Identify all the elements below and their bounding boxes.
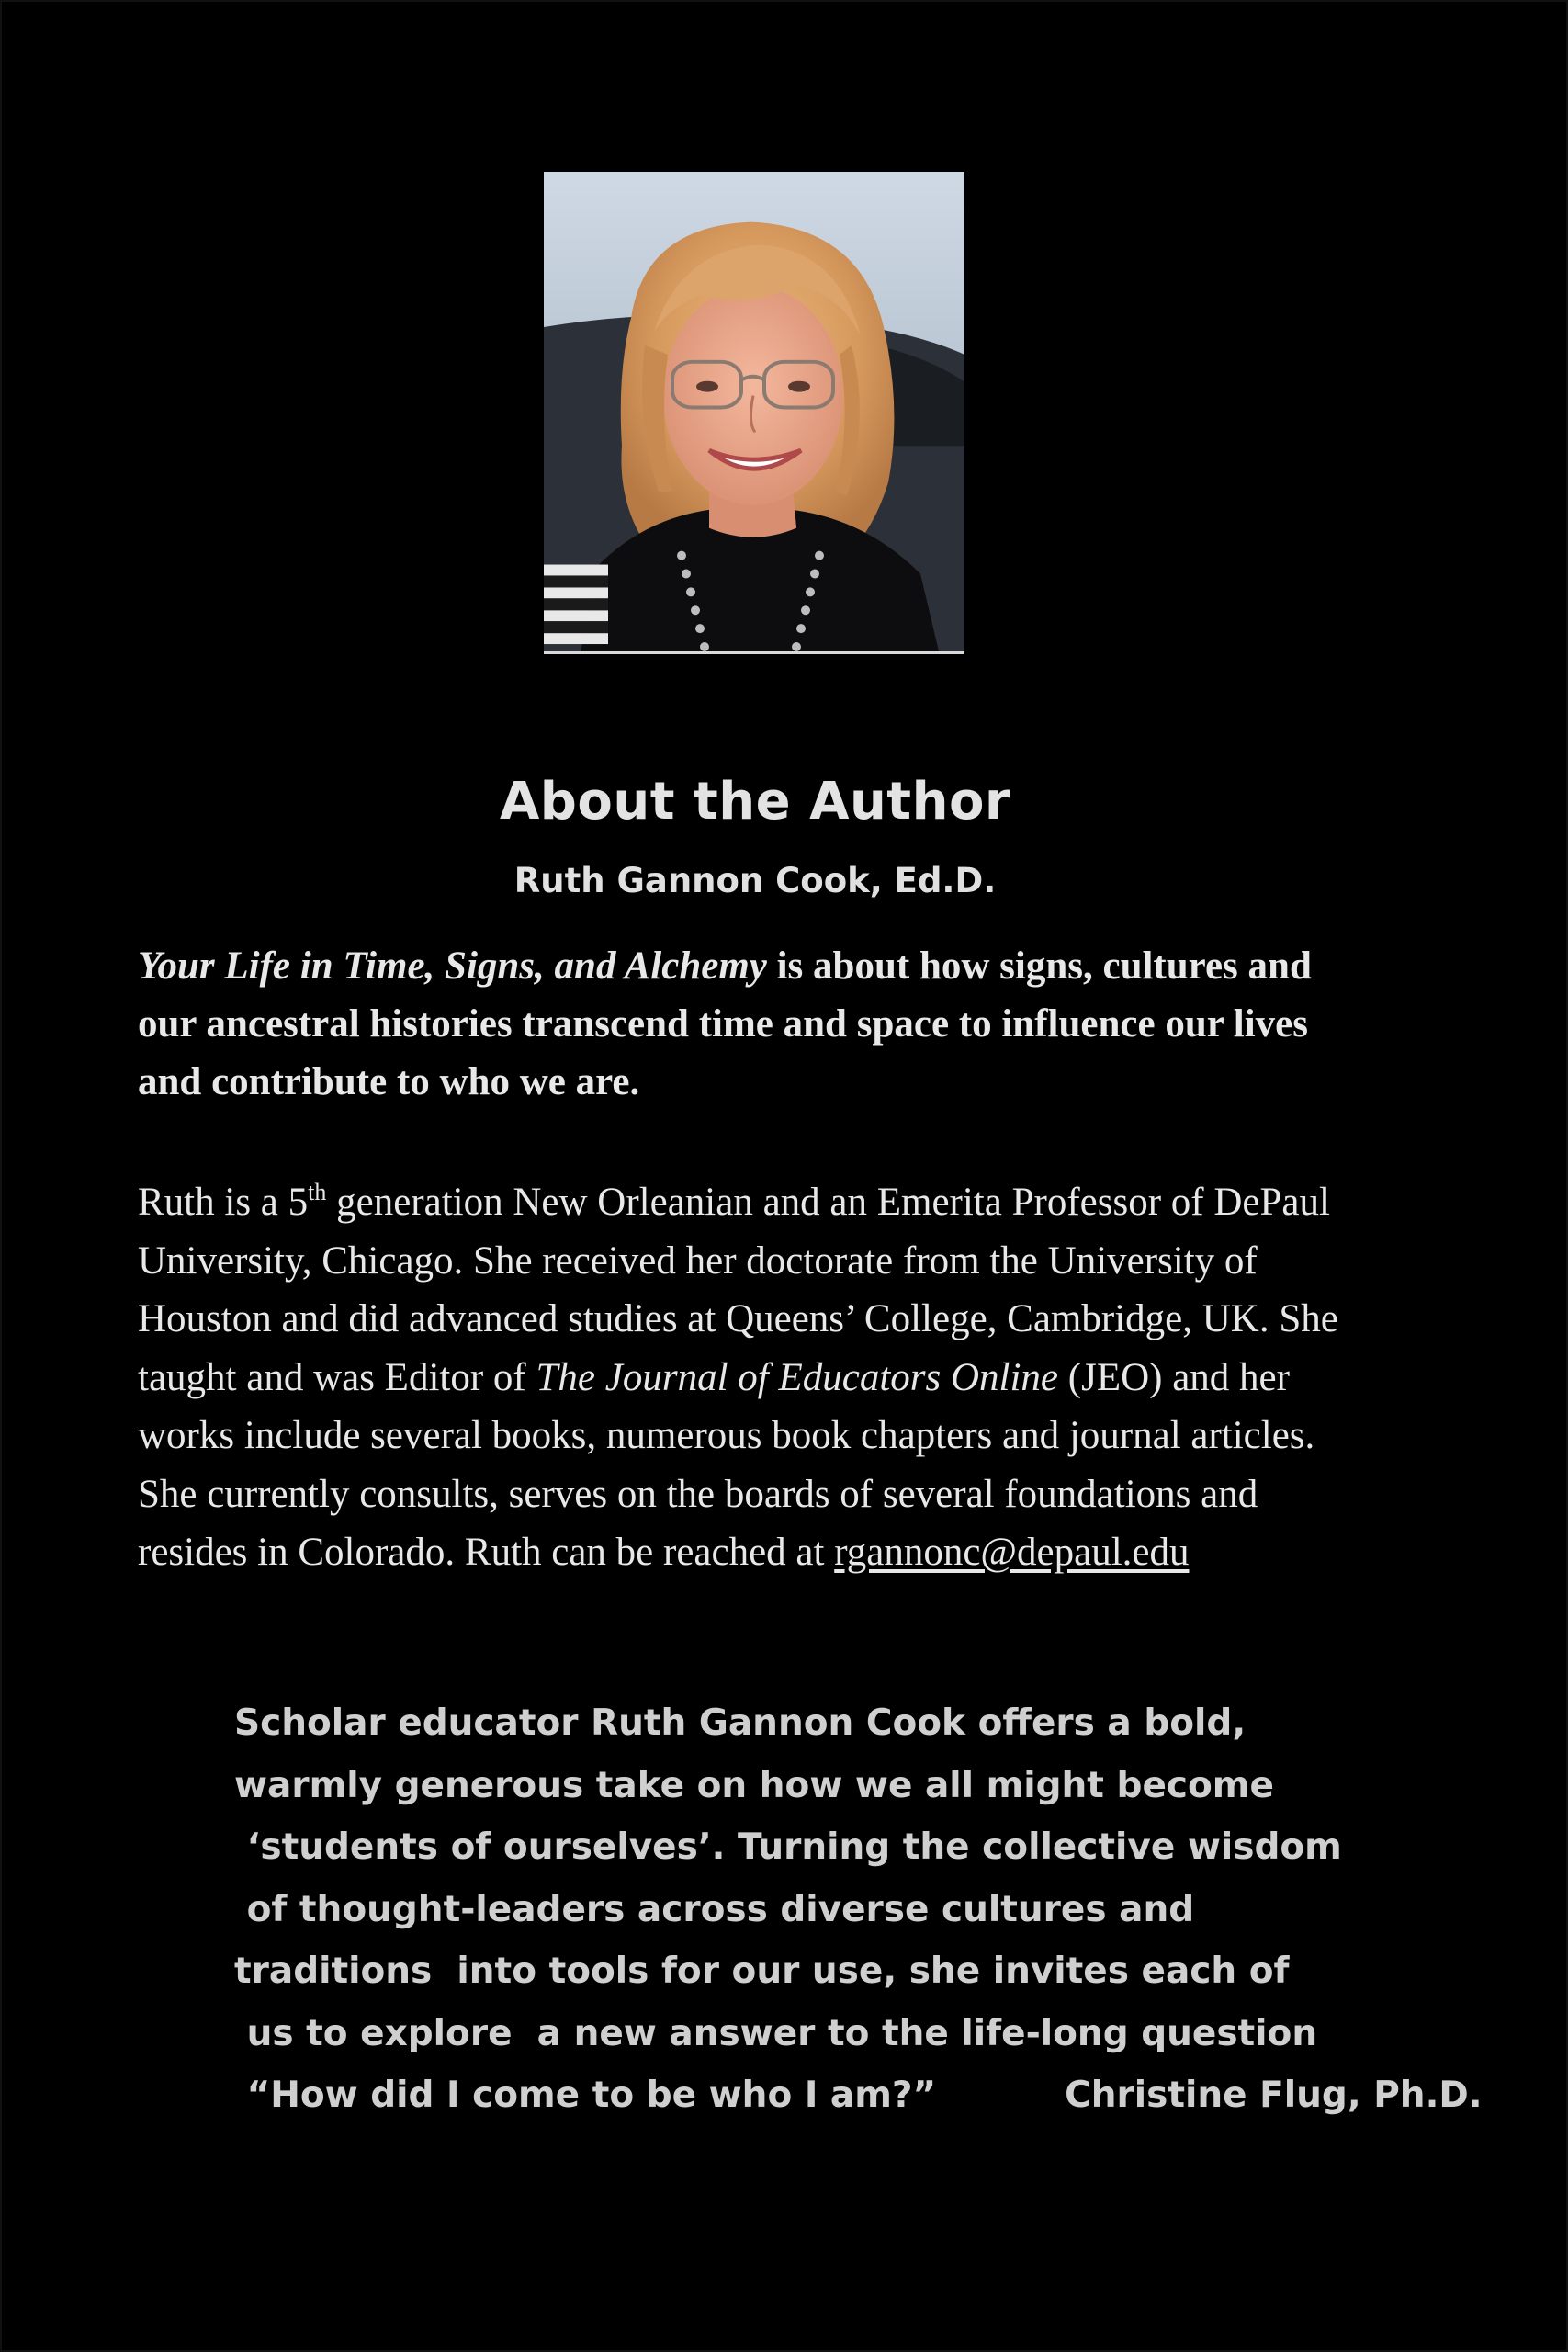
author-name: Ruth Gannon Cook, Ed.D.: [513, 861, 997, 900]
bio-line5: works include several books, numerous book chapters and journal articles.: [138, 1414, 1315, 1457]
endorsement-quote: [234, 1692, 1483, 2127]
book-intro: [138, 937, 1479, 1111]
bio-line7: resides in Colorado. Ruth can be reached at: [138, 1531, 835, 1574]
author-portrait-image: [544, 172, 964, 651]
quote-line: ‘students of ourselves’. Turning the collective wisdom: [234, 1826, 1342, 1868]
intro-line1-rest: is about how signs, cultures and: [766, 944, 1312, 988]
bio-line4-b: (JEO) and her: [1058, 1355, 1290, 1399]
intro-line2: our ancestral histories transcend time and space to influence our lives: [138, 1002, 1309, 1046]
journal-title: The Journal of Educators Online: [536, 1355, 1059, 1399]
bio-ordinal-sup: th: [308, 1179, 327, 1205]
page-title: About the Author: [499, 772, 1011, 831]
bio-line1-a: Ruth is a 5: [138, 1181, 309, 1224]
quote-line: “How did I come to be who I am?”: [234, 2075, 937, 2116]
email-link[interactable]: rgannonc@depaul.edu: [834, 1531, 1190, 1574]
bio-line2: University, Chicago. She received her doctorate from the University of: [138, 1238, 1258, 1283]
bio-line4-a: taught and was Editor of: [138, 1355, 536, 1399]
bio-line6: She currently consults, serves on the boards of several foundations and: [138, 1472, 1258, 1516]
book-title: Your Life in Time, Signs, and Alchemy: [138, 944, 767, 988]
quote-line: warmly generous take on how we all might become: [234, 1764, 1274, 1806]
quote-line: traditions into tools for our use, she invites each of: [234, 1951, 1290, 1992]
quote-last-line: [234, 2064, 1483, 2127]
author-photo: [544, 172, 964, 654]
quote-attribution: Christine Flug, Ph.D.: [1065, 2075, 1483, 2116]
bio-line3: Houston and did advanced studies at Queens’ College, Cambridge, UK. She: [138, 1297, 1338, 1340]
quote-line: us to explore a new answer to the life-long question: [234, 2012, 1318, 2054]
intro-line3: and contribute to who we are.: [138, 1060, 640, 1103]
bio-line1-b: generation New Orleanian and an Emerita Professor of DePaul: [326, 1181, 1330, 1224]
author-bio: [138, 1173, 1488, 1582]
quote-line: Scholar educator Ruth Gannon Cook offers a bold,: [234, 1702, 1247, 1744]
quote-line: of thought-leaders across diverse cultures and: [234, 1888, 1195, 1930]
